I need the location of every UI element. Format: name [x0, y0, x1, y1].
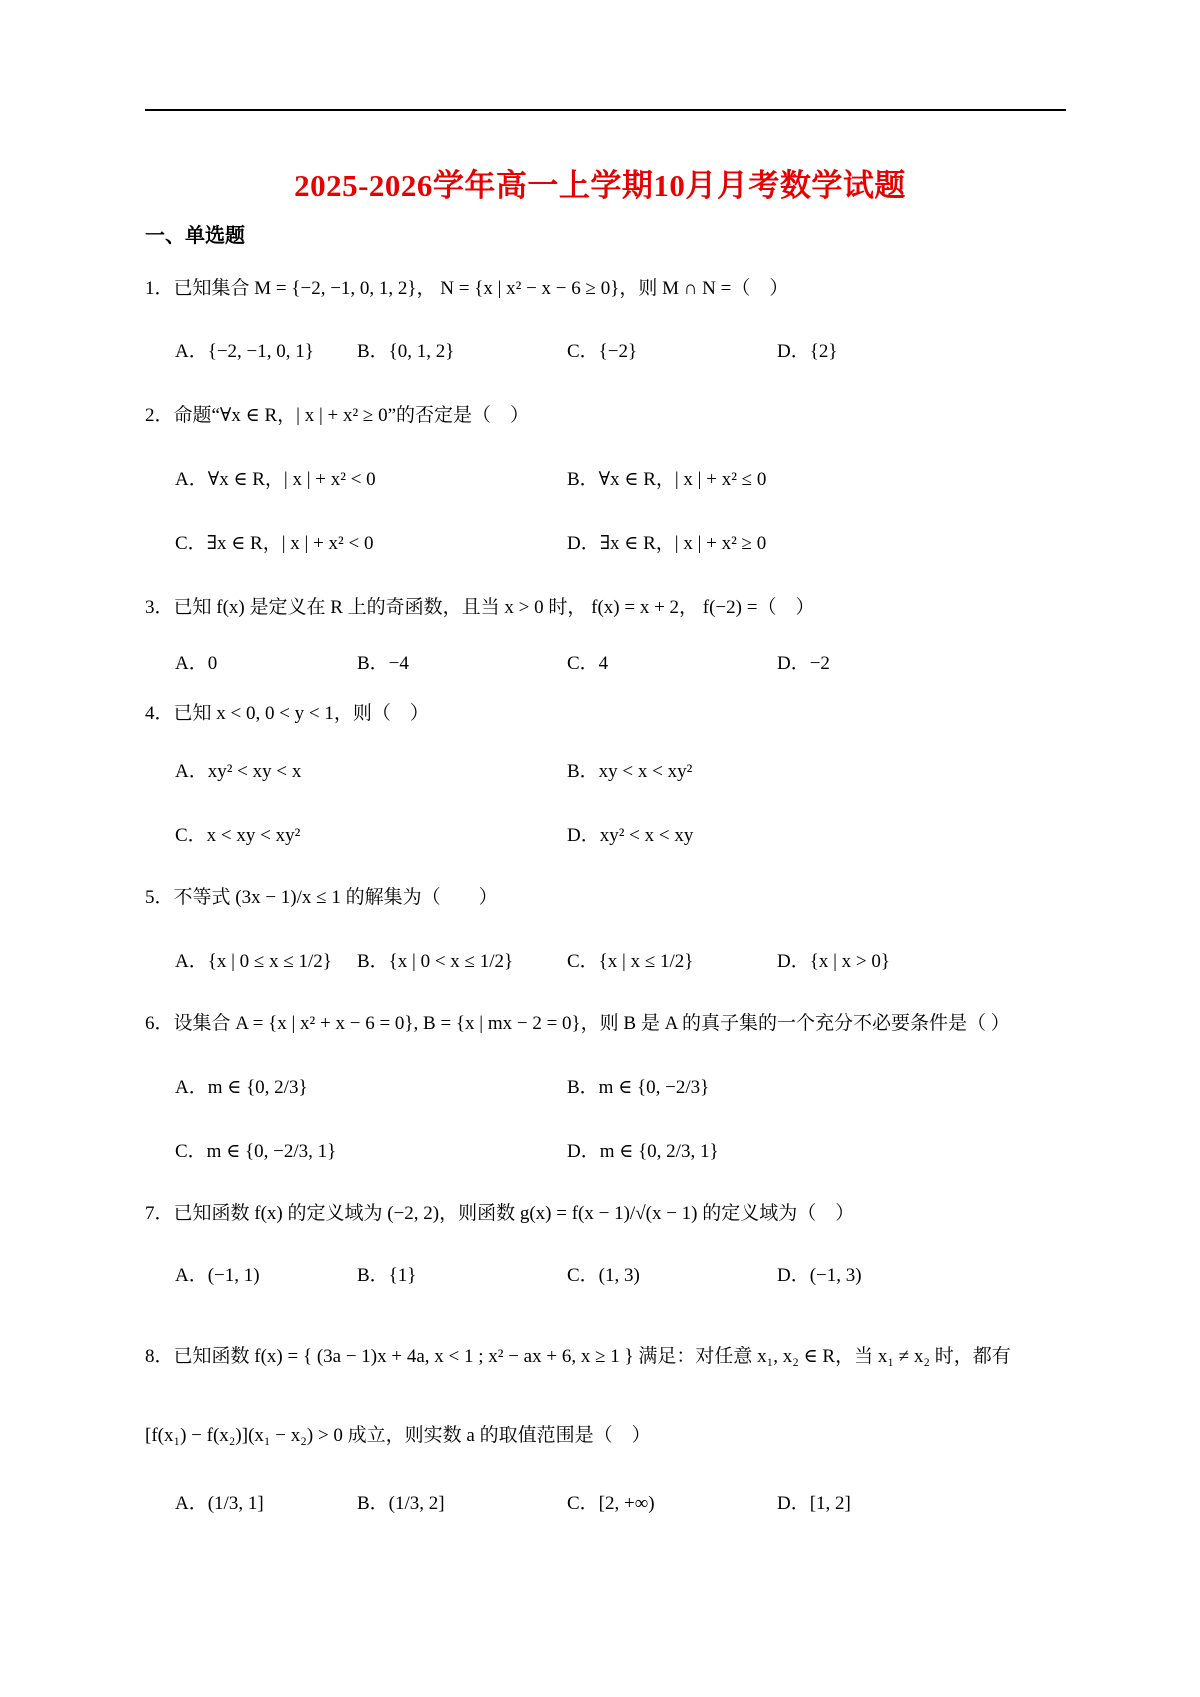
q6-option-d[interactable]: D．m ∈ {0, 2/3, 1} — [567, 1141, 719, 1162]
q4-option-c[interactable]: C．x < xy < xy² — [175, 825, 301, 846]
q3-option-a[interactable]: A．0 — [175, 653, 218, 674]
question-6-stem: 6．设集合 A = {x | x² + x − 6 = 0}, B = {x | mx − 2 = 0}，则 B 是 A 的真子集的一个充分不必要条件是（ ） — [145, 1013, 1010, 1034]
header-rule — [145, 109, 1066, 111]
q6-option-c[interactable]: C．m ∈ {0, −2/3, 1} — [175, 1141, 337, 1162]
q4-option-d[interactable]: D．xy² < x < xy — [567, 825, 694, 846]
page-title: 2025-2026学年高一上学期10月月考数学试题 — [294, 168, 906, 203]
q7-option-c[interactable]: C．(1, 3) — [567, 1265, 640, 1286]
question-3-stem: 3．已知 f(x) 是定义在 R 上的奇函数，且当 x > 0 时， f(x) = x + 2， f(−2) =（ ） — [145, 597, 815, 618]
section-heading: 一、单选题 — [145, 225, 245, 247]
q1-option-b[interactable]: B．{0, 1, 2} — [357, 341, 455, 362]
q7-option-d[interactable]: D．(−1, 3) — [777, 1265, 862, 1286]
q8-option-b[interactable]: B．(1/3, 2] — [357, 1493, 445, 1514]
q3-option-d[interactable]: D．−2 — [777, 653, 830, 674]
q2-option-c[interactable]: C．∃x ∈ R，| x | + x² < 0 — [175, 533, 374, 554]
q2-option-d[interactable]: D．∃x ∈ R，| x | + x² ≥ 0 — [567, 533, 767, 554]
q5-option-b[interactable]: B．{x | 0 < x ≤ 1/2} — [357, 951, 514, 972]
q7-option-a[interactable]: A．(−1, 1) — [175, 1265, 260, 1286]
q4-option-b[interactable]: B．xy < x < xy² — [567, 761, 693, 782]
q1-option-d[interactable]: D．{2} — [777, 341, 838, 362]
q2-option-b[interactable]: B．∀x ∈ R，| x | + x² ≤ 0 — [567, 469, 767, 490]
q6-option-b[interactable]: B．m ∈ {0, −2/3} — [567, 1077, 710, 1098]
q5-option-a[interactable]: A．{x | 0 ≤ x ≤ 1/2} — [175, 951, 332, 972]
q1-option-c[interactable]: C．{−2} — [567, 341, 638, 362]
question-1-stem: 1．已知集合 M = {−2, −1, 0, 1, 2}， N = {x | x² − x − 6 ≥ 0}，则 M ∩ N =（ ） — [145, 278, 789, 299]
q6-option-a[interactable]: A．m ∈ {0, 2/3} — [175, 1077, 308, 1098]
question-4-stem: 4．已知 x < 0, 0 < y < 1，则（ ） — [145, 703, 429, 724]
q7-option-b[interactable]: B．{1} — [357, 1265, 417, 1286]
q5-option-c[interactable]: C．{x | x ≤ 1/2} — [567, 951, 694, 972]
q8-option-d[interactable]: D．[1, 2] — [777, 1493, 851, 1514]
q3-option-b[interactable]: B．−4 — [357, 653, 409, 674]
question-2-stem: 2．命题“∀x ∈ R，| x | + x² ≥ 0”的否定是（ ） — [145, 405, 530, 426]
q4-option-a[interactable]: A．xy² < xy < x — [175, 761, 302, 782]
q2-option-a[interactable]: A．∀x ∈ R，| x | + x² < 0 — [175, 469, 376, 490]
q8-option-c[interactable]: C．[2, +∞) — [567, 1493, 655, 1514]
q1-option-a[interactable]: A．{−2, −1, 0, 1} — [175, 341, 314, 362]
q3-option-c[interactable]: C．4 — [567, 653, 609, 674]
question-7-stem: 7．已知函数 f(x) 的定义域为 (−2, 2)，则函数 g(x) = f(x − 1)/√(x − 1) 的定义域为（ ） — [145, 1203, 855, 1224]
question-5-stem: 5．不等式 (3x − 1)/x ≤ 1 的解集为（ ） — [145, 887, 498, 908]
question-8-stem-continued: [f(x₁) − f(x₂)](x₁ − x₂) > 0 成立，则实数 a 的取值范围是（ ） — [145, 1425, 651, 1446]
question-8-stem: 8．已知函数 f(x) = { (3a − 1)x + 4a, x < 1 ; x² − ax + 6, x ≥ 1 } 满足：对任意 x₁, x₂ ∈ R，当 x₁ ≠ x₂ 时，都有 — [145, 1346, 1011, 1367]
q5-option-d[interactable]: D．{x | x > 0} — [777, 951, 890, 972]
q8-option-a[interactable]: A．(1/3, 1] — [175, 1493, 264, 1514]
